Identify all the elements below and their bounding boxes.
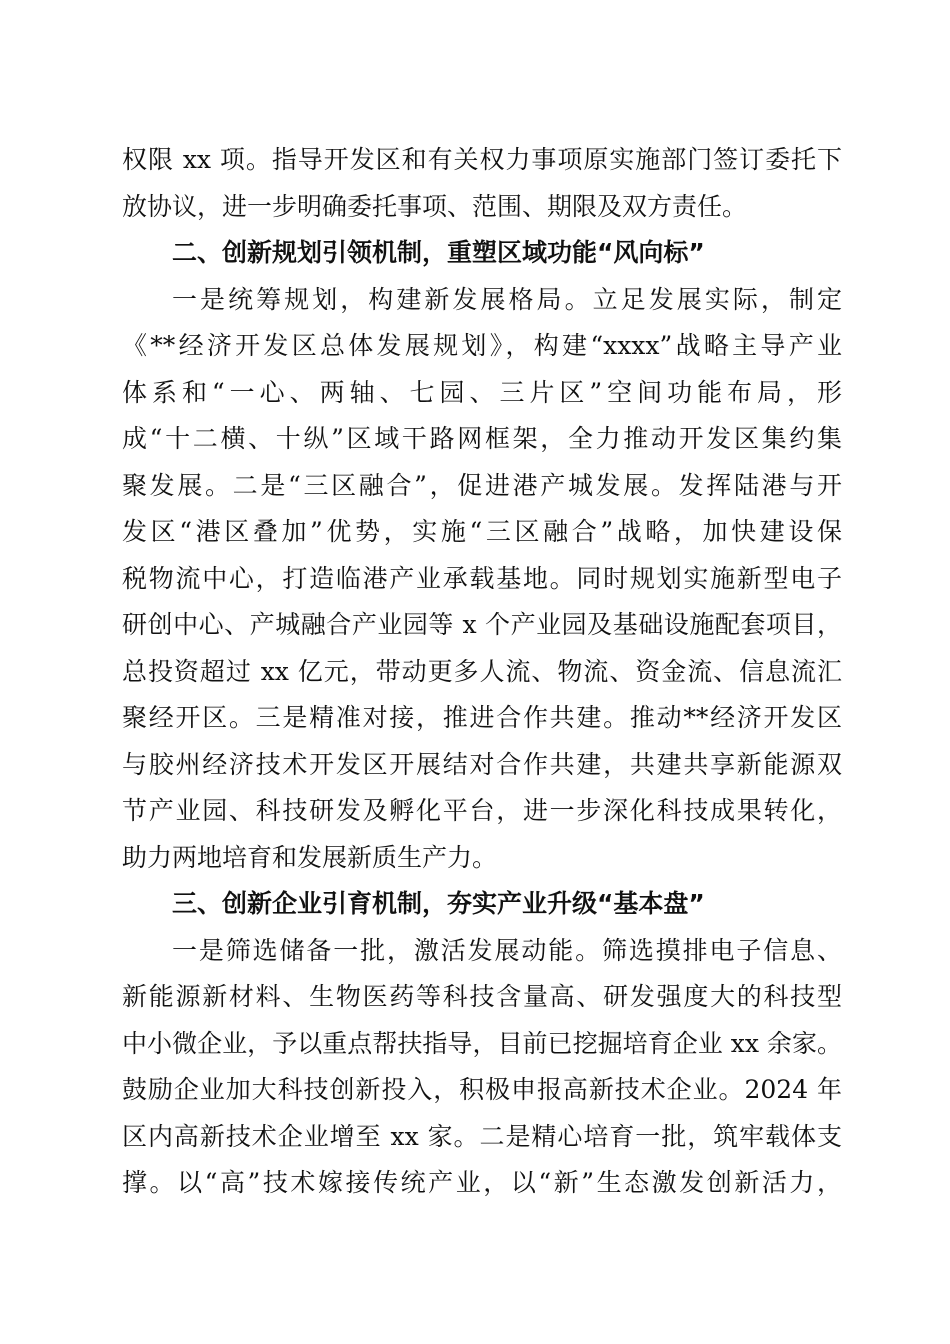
text-line: 权限 xx 项。指导开发区和有关权力事项原实施部门签订委托下	[122, 145, 842, 174]
text-line: 与胶州经济技术开发区开展结对合作共建，共建共享新能源双	[122, 750, 842, 779]
text-line: 一是统筹规划，构建新发展格局。立足发展实际，制定	[172, 285, 842, 314]
text-line: 放协议，进一步明确委托事项、范围、期限及双方责任。	[122, 192, 748, 221]
text-line: 税物流中心，打造临港产业承载基地。同时规划实施新型电子	[122, 564, 842, 593]
text-line: 新能源新材料、生物医药等科技含量高、研发强度大的科技型	[122, 982, 842, 1011]
text-line: 一是筛选储备一批，激活发展动能。筛选摸排电子信息、	[172, 936, 842, 965]
text-line: 助力两地培育和发展新质生产力。	[122, 843, 498, 872]
text-line: 《**经济开发区总体发展规划》，构建“xxxx”战略主导产业	[122, 331, 842, 360]
section-heading: 三、创新企业引育机制，夯实产业升级“基本盘”	[172, 889, 705, 918]
text-line: 鼓励企业加大科技创新投入，积极申报高新技术企业。2024 年	[122, 1075, 842, 1104]
text-line: 成“十二横、十纵”区域干路网框架，全力推动开发区集约集	[122, 424, 842, 453]
text-line: 聚发展。二是“三区融合”，促进港产城发展。发挥陆港与开	[122, 471, 842, 500]
text-line: 发区“港区叠加”优势，实施“三区融合”战略，加快建设保	[122, 517, 842, 546]
text-line: 研创中心、产城融合产业园等 x 个产业园及基础设施配套项目，	[122, 610, 842, 639]
text-line: 中小微企业，予以重点帮扶指导，目前已挖掘培育企业 xx 余家。	[122, 1029, 842, 1058]
text-line: 总投资超过 xx 亿元，带动更多人流、物流、资金流、信息流汇	[122, 657, 842, 686]
text-line: 区内高新技术企业增至 xx 家。二是精心培育一批，筑牢载体支	[122, 1122, 842, 1151]
text-line: 撑。以“高”技术嫁接传统产业，以“新”生态激发创新活力，	[122, 1168, 842, 1197]
text-line: 聚经开区。三是精准对接，推进合作共建。推动**经济开发区	[122, 703, 842, 732]
section-heading: 二、创新规划引领机制，重塑区域功能“风向标”	[172, 238, 705, 267]
text-line: 节产业园、科技研发及孵化平台，进一步深化科技成果转化，	[122, 796, 842, 825]
text-line: 体系和“一心、两轴、七园、三片区”空间功能布局，形	[122, 378, 842, 407]
